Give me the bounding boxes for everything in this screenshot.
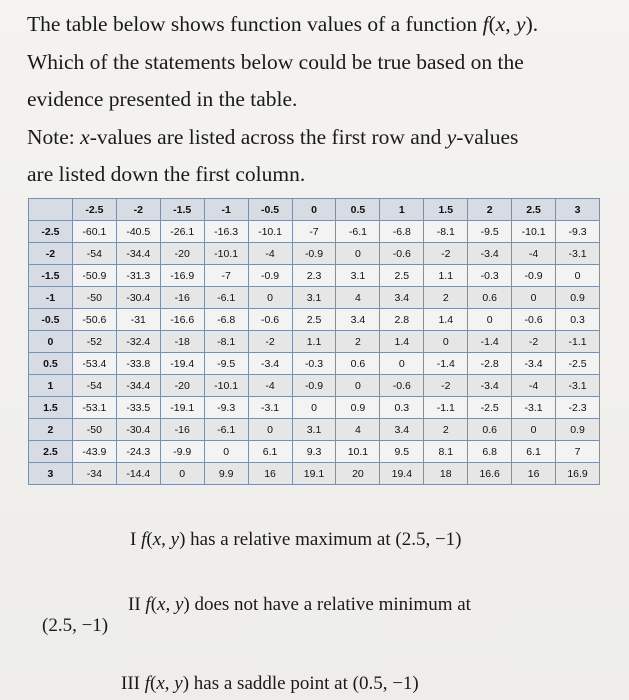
table-cell: 0.3 (380, 397, 424, 419)
table-cell: -32.4 (116, 331, 160, 353)
table-cell: -16.3 (204, 221, 248, 243)
table-cell: -2 (512, 331, 556, 353)
table-cell: -0.9 (292, 243, 336, 265)
table-cell: -50 (72, 419, 116, 441)
prompt-line-4: Note: x-values are listed across the first row and y-values (27, 124, 519, 149)
table-cell: -2.5 (468, 397, 512, 419)
x-value-header: 1.5 (424, 199, 468, 221)
prompt-line-1: The table below shows function values of a function f(x, y). (27, 12, 539, 36)
table-cell: 0 (248, 419, 292, 441)
table-cell: -7 (292, 221, 336, 243)
table-cell: 0 (380, 353, 424, 375)
table-cell: 3.4 (336, 309, 380, 331)
table-cell: -16.6 (160, 309, 204, 331)
statement-2: II f(x, y) does not have a relative minimum at (128, 594, 471, 615)
table-cell: -3.4 (468, 375, 512, 397)
table-cell: 18 (424, 463, 468, 485)
table-cell: -40.5 (116, 221, 160, 243)
table-cell: 1.1 (424, 265, 468, 287)
table-cell: -50 (72, 287, 116, 309)
y-value-header: -0.5 (29, 309, 73, 331)
x-value-header: 2 (468, 199, 512, 221)
table-cell: 9.9 (204, 463, 248, 485)
table-cell: 1.1 (292, 331, 336, 353)
table-cell: -30.4 (116, 419, 160, 441)
table-cell: -19.4 (160, 353, 204, 375)
table-cell: -54 (72, 375, 116, 397)
table-cell: 2.5 (380, 265, 424, 287)
statement-2-continued: (2.5, −1) (42, 615, 109, 636)
table-cell: 4 (336, 419, 380, 441)
table-cell: -9.3 (204, 397, 248, 419)
y-value-header: 1.5 (29, 397, 73, 419)
table-row (29, 419, 600, 441)
table-cell: 19.1 (292, 463, 336, 485)
table-cell: 3.1 (292, 419, 336, 441)
table-cell: 2 (336, 331, 380, 353)
table-cell: -0.6 (248, 309, 292, 331)
table-cell: -3.4 (248, 353, 292, 375)
table-cell: -16 (160, 419, 204, 441)
table-cell: 0 (204, 441, 248, 463)
y-value-header: 1 (29, 375, 73, 397)
table-cell: -8.1 (424, 221, 468, 243)
table-cell: 10.1 (336, 441, 380, 463)
table-cell: -1.1 (556, 331, 600, 353)
table-cell: 20 (336, 463, 380, 485)
table-cell: 2.8 (380, 309, 424, 331)
table-body (29, 221, 600, 485)
table-cell: -4 (248, 243, 292, 265)
table-cell: -50.6 (72, 309, 116, 331)
table-row (29, 309, 600, 331)
x-value-header: -2.5 (72, 199, 116, 221)
table-cell: -0.9 (248, 265, 292, 287)
table-cell: -10.1 (512, 221, 556, 243)
prompt-line-3: evidence presented in the table. (27, 87, 298, 111)
table-cell: 0 (292, 397, 336, 419)
table-cell: -20 (160, 243, 204, 265)
table-cell: -10.1 (204, 243, 248, 265)
table-cell: -2.5 (556, 353, 600, 375)
table-cell: 0 (160, 463, 204, 485)
table-row (29, 441, 600, 463)
y-value-header: 3 (29, 463, 73, 485)
y-value-header: -2 (29, 243, 73, 265)
table-cell: -2.3 (556, 397, 600, 419)
table-cell: 0.3 (556, 309, 600, 331)
y-value-header: 0 (29, 331, 73, 353)
table-cell: -2 (424, 375, 468, 397)
table-cell: 2.3 (292, 265, 336, 287)
table-cell: -34.4 (116, 243, 160, 265)
table-cell: 1.4 (380, 331, 424, 353)
table-cell: -6.1 (204, 287, 248, 309)
table-cell: -3.1 (512, 397, 556, 419)
table-cell: 1.4 (424, 309, 468, 331)
table-cell: 6.8 (468, 441, 512, 463)
table-cell: 3.1 (336, 265, 380, 287)
table-cell: -16.9 (160, 265, 204, 287)
x-value-header: 3 (556, 199, 600, 221)
table-cell: 0 (424, 331, 468, 353)
table-cell: 2.5 (292, 309, 336, 331)
table-cell: 16 (248, 463, 292, 485)
table-cell: -18 (160, 331, 204, 353)
table-cell: 0.6 (336, 353, 380, 375)
table-cell: -2 (424, 243, 468, 265)
table-cell: 2 (424, 287, 468, 309)
table-cell: -31 (116, 309, 160, 331)
table-cell: -34.4 (116, 375, 160, 397)
table-cell: -9.5 (204, 353, 248, 375)
table-cell: 19.4 (380, 463, 424, 485)
table-row (29, 243, 600, 265)
table-row (29, 287, 600, 309)
table-cell: -53.4 (72, 353, 116, 375)
table-cell: -60.1 (72, 221, 116, 243)
table-row (29, 463, 600, 485)
table-row (29, 265, 600, 287)
table-cell: 9.3 (292, 441, 336, 463)
table-cell: -6.1 (336, 221, 380, 243)
table-cell: 0 (512, 287, 556, 309)
table-cell: 0 (512, 419, 556, 441)
y-value-header: -1.5 (29, 265, 73, 287)
table-cell: -52 (72, 331, 116, 353)
prompt-line-2: Which of the statements below could be true based on the (27, 49, 524, 74)
table-cell: 3.4 (380, 287, 424, 309)
x-value-header: 1 (380, 199, 424, 221)
table-cell: 3.1 (292, 287, 336, 309)
table-cell: 6.1 (248, 441, 292, 463)
table-cell: -24.3 (116, 441, 160, 463)
table-cell: -30.4 (116, 287, 160, 309)
table-cell: 0 (336, 243, 380, 265)
y-value-header: 0.5 (29, 353, 73, 375)
x-value-header: -2 (116, 199, 160, 221)
corner-cell (29, 199, 73, 221)
table-cell: -14.4 (116, 463, 160, 485)
table-cell: -1.1 (424, 397, 468, 419)
table-cell: -0.9 (292, 375, 336, 397)
table-cell: -10.1 (204, 375, 248, 397)
table-cell: 0.9 (556, 287, 600, 309)
table-cell: -26.1 (160, 221, 204, 243)
table-cell: 0.6 (468, 419, 512, 441)
x-value-header: -1 (204, 199, 248, 221)
statement-3: III f(x, y) has a saddle point at (0.5, −1) (121, 673, 419, 694)
table-cell: -0.6 (380, 375, 424, 397)
table-cell: -7 (204, 265, 248, 287)
prompt-line-5: are listed down the first column. (27, 162, 306, 186)
table-cell: -0.3 (292, 353, 336, 375)
table-cell: -3.4 (512, 353, 556, 375)
table-row (29, 375, 600, 397)
table-cell: 9.5 (380, 441, 424, 463)
table-cell: -8.1 (204, 331, 248, 353)
table-cell: 0 (248, 287, 292, 309)
table-cell: -20 (160, 375, 204, 397)
table-cell: -53.1 (72, 397, 116, 419)
table-row (29, 353, 600, 375)
table-cell: -16 (160, 287, 204, 309)
table-cell: -2 (248, 331, 292, 353)
table-cell: -0.6 (380, 243, 424, 265)
table-cell: -4 (248, 375, 292, 397)
table-cell: 0 (468, 309, 512, 331)
table-cell: 8.1 (424, 441, 468, 463)
statement-1: I f(x, y) has a relative maximum at (2.5, −1) (130, 529, 462, 550)
table-cell: -33.8 (116, 353, 160, 375)
function-values-table-wrapper (28, 198, 600, 485)
table-cell: 0.9 (556, 419, 600, 441)
table-row (29, 331, 600, 353)
table-cell: 0 (556, 265, 600, 287)
x-value-header: 0.5 (336, 199, 380, 221)
table-cell: 6.1 (512, 441, 556, 463)
question-prompt (27, 6, 617, 194)
table-row (29, 221, 600, 243)
table-cell: -50.9 (72, 265, 116, 287)
table-cell: -34 (72, 463, 116, 485)
table-cell: -6.1 (204, 419, 248, 441)
table-cell: 3.4 (380, 419, 424, 441)
table-cell: 16 (512, 463, 556, 485)
table-cell: -2.8 (468, 353, 512, 375)
table-cell: -6.8 (204, 309, 248, 331)
x-values-header-row (29, 199, 600, 221)
table-cell: -0.3 (468, 265, 512, 287)
y-value-header: 2.5 (29, 441, 73, 463)
table-cell: 2 (424, 419, 468, 441)
table-cell: -43.9 (72, 441, 116, 463)
table-cell: -6.8 (380, 221, 424, 243)
y-value-header: -1 (29, 287, 73, 309)
y-value-header: 2 (29, 419, 73, 441)
table-cell: -54 (72, 243, 116, 265)
table-cell: -33.5 (116, 397, 160, 419)
table-cell: -9.3 (556, 221, 600, 243)
table-cell: 16.9 (556, 463, 600, 485)
table-cell: 0.6 (468, 287, 512, 309)
y-value-header: -2.5 (29, 221, 73, 243)
table-cell: -31.3 (116, 265, 160, 287)
table-cell: -3.1 (248, 397, 292, 419)
x-value-header: 2.5 (512, 199, 556, 221)
table-cell: -3.1 (556, 375, 600, 397)
table-cell: 7 (556, 441, 600, 463)
table-cell: -3.1 (556, 243, 600, 265)
x-value-header: -1.5 (160, 199, 204, 221)
table-cell: 4 (336, 287, 380, 309)
table-cell: -19.1 (160, 397, 204, 419)
table-cell: -0.6 (512, 309, 556, 331)
table-cell: -0.9 (512, 265, 556, 287)
table-cell: 0.9 (336, 397, 380, 419)
table-row (29, 397, 600, 419)
table-cell: -9.9 (160, 441, 204, 463)
table-cell: -1.4 (468, 331, 512, 353)
x-value-header: 0 (292, 199, 336, 221)
table-cell: 0 (336, 375, 380, 397)
table-cell: -10.1 (248, 221, 292, 243)
table-cell: -4 (512, 243, 556, 265)
x-value-header: -0.5 (248, 199, 292, 221)
function-values-table (28, 198, 600, 485)
table-cell: -1.4 (424, 353, 468, 375)
table-cell: 16.6 (468, 463, 512, 485)
table-cell: -4 (512, 375, 556, 397)
table-cell: -3.4 (468, 243, 512, 265)
table-cell: -9.5 (468, 221, 512, 243)
